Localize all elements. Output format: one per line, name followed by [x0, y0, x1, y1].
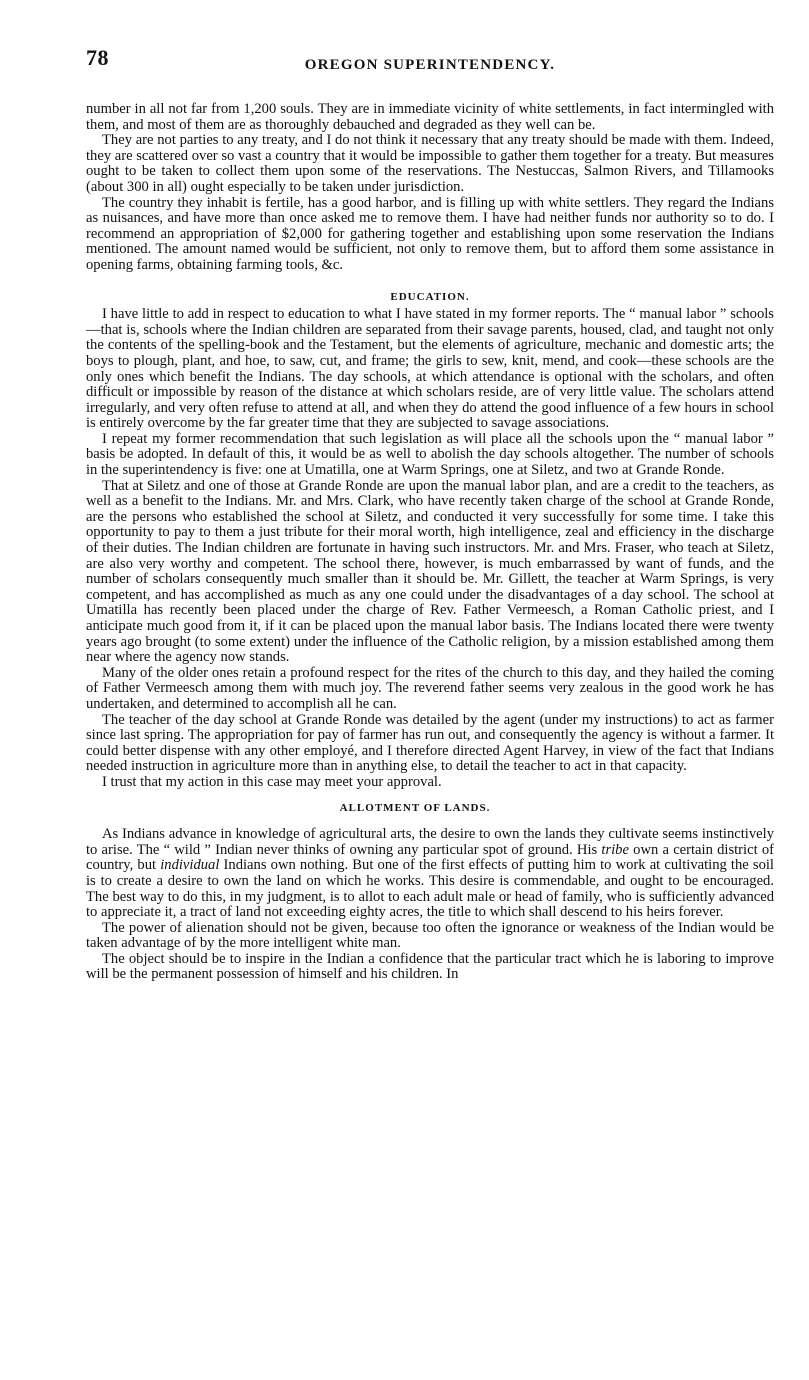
text-run: As Indians advance in knowledge of agricultural arts, the desire to own the lands they cultivate seems instinctively to arise. The “ wild ” Indian never thinks of owning any particular spot of ground. His: [86, 826, 774, 858]
page-header: [86, 45, 774, 80]
paragraph: The power of alienation should not be given, because too often the ignorance or weakness of the Indian would be taken advantage of by the more intelligent white man.: [86, 919, 774, 952]
paragraph: They are not parties to any treaty, and I do not think it necessary that any treaty should be made with them. Indeed, they are scattered over so vast a country that it would be impossible to gather them together for a treaty. But measures ought to be taken to collect them upon some of the reservations. The Nestuccas, Salmon Rivers, and Tillamooks (about 300 in all) ought especially to be taken under jurisdiction.: [86, 132, 774, 195]
section-heading-allotment: ALLOTMENT OF LANDS.: [339, 801, 491, 814]
italic-term: tribe: [601, 841, 629, 858]
paragraph: Many of the older ones retain a profound respect for the rites of the church to this day, and they hailed the coming of Father Vermeesch among them with much joy. The reverend father seems very zealous in the good work he has undertaken, and determined to accomplish all he can.: [86, 664, 774, 712]
running-head: OREGON SUPERINTENDENCY.: [304, 57, 556, 73]
paragraph: number in all not far from 1,200 souls. They are in immediate vicinity of white settlements, in fact intermingled with them, and most of them are as thoroughly debauched and degraded as they well can be.: [86, 101, 774, 133]
section-heading-education: EDUCATION.: [390, 290, 470, 303]
paragraph: The country they inhabit is fertile, has a good harbor, and is filling up with white settlers. They regard the Indians as nuisances, and have more than once asked me to remove them. I have had neither funds nor authority so to do. I recommend an appropriation of $2,000 for gathering together and establishing upon some reservation the Indians mentioned. The amount named would be sufficient, not only to remove them, but to afford them some assistance in opening farms, obtaining farming tools, &c.: [86, 194, 774, 273]
paragraph: The object should be to inspire in the Indian a confidence that the particular tract which he is laboring to improve will be the permanent possession of himself and his children. In: [86, 950, 774, 983]
document-page: [86, 45, 774, 983]
paragraph: I trust that my action in this case may meet your approval.: [102, 773, 442, 790]
text-run: Indians own nothing. But one of the first effects of putting him to work at cultivating the soil is to create a desire to own the land on which he works. This desire is commendable, and ought to be encouraged. The best way to do this, in my judgment, is to allot to each adult male or head of family, who is sufficiently advanced to appreciate it, a tract of land not exceeding eighty acres, the title to which shall descend to his heirs forever.: [86, 857, 774, 921]
paragraph: I repeat my former recommendation that such legislation as will place all the schools upon the “ manual labor ” basis be adopted. In default of this, it would be as well to abolish the day schools altogether. The number of schools in the superintendency is five: one at Umatilla, one at Warm Springs, one at Siletz, and two at Grande Ronde.: [86, 430, 774, 479]
italic-term: individual: [160, 857, 220, 874]
paragraph: The teacher of the day school at Grande Ronde was detailed by the agent (under my instructions) to act as farmer since last spring. The appropriation for pay of farmer has run out, and consequently the agency is without a farmer. It could better dispense with any other employé, and I therefore directed Agent Harvey, in view of the fact that Indians needed instruction in agriculture more than in anything else, to detail the teacher to act in that capacity.: [86, 711, 774, 775]
page-number: 78: [86, 45, 109, 70]
paragraph: I have little to add in respect to education to what I have stated in my former reports. The “ manual labor ” schools—that is, schools where the Indian children are separated from their savage parents, housed, clad, and taught not only the contents of the spelling-book and the Testament, but the elements of agriculture, mechanic and domestic arts; the boys to plough, plant, and hoe, to saw, cut, and frame; the girls to sew, knit, mend, and cook—these schools are the only ones which benefit the Indians. The day schools, at which attendance is optional with the scholars, and often difficult or impossible by reason of the distance at which scholars reside, are of very little value. The scholars attend irregularly, and very often refuse to attend at all, and when they do attend the good influence of a few hours in school is entirely overcome by the far greater time that they are subjected to savage associations.: [86, 306, 774, 432]
text-run: own a certain district of country, but: [86, 841, 774, 874]
paragraph: [86, 827, 774, 921]
paragraph: That at Siletz and one of those at Grande Ronde are upon the manual labor plan, and are a credit to the teachers, as well as a benefit to the Indians. Mr. and Mrs. Clark, who have recently taken charge of the school at Grande Ronde, are the persons who established the school at Siletz, and conducted it very successfully for some time. I take this opportunity to pay to them a just tribute for their moral worth, high intelligence, zeal and efficiency in the discharge of their duties. The Indian children are fortunate in having such instructors. Mr. and Mrs. Fraser, who teach at Siletz, are also very worthy and competent. The school there, however, is much embarrassed by want of funds, and the number of scholars consequently much smaller than it should be. Mr. Gillett, the teacher at Warm Springs, is very competent, and has accomplished as much as any one could under the disadvantages of a day school. The school at Umatilla has recently been placed under the charge of Rev. Father Vermeesch, a Roman Catholic priest, and I anticipate much good from it, if it can be placed upon the manual labor basis. The Indians located there were twenty years ago brought (to some extent) under the influence of the Catholic religion, by a mission established among them near where the agency now stands.: [86, 477, 774, 666]
